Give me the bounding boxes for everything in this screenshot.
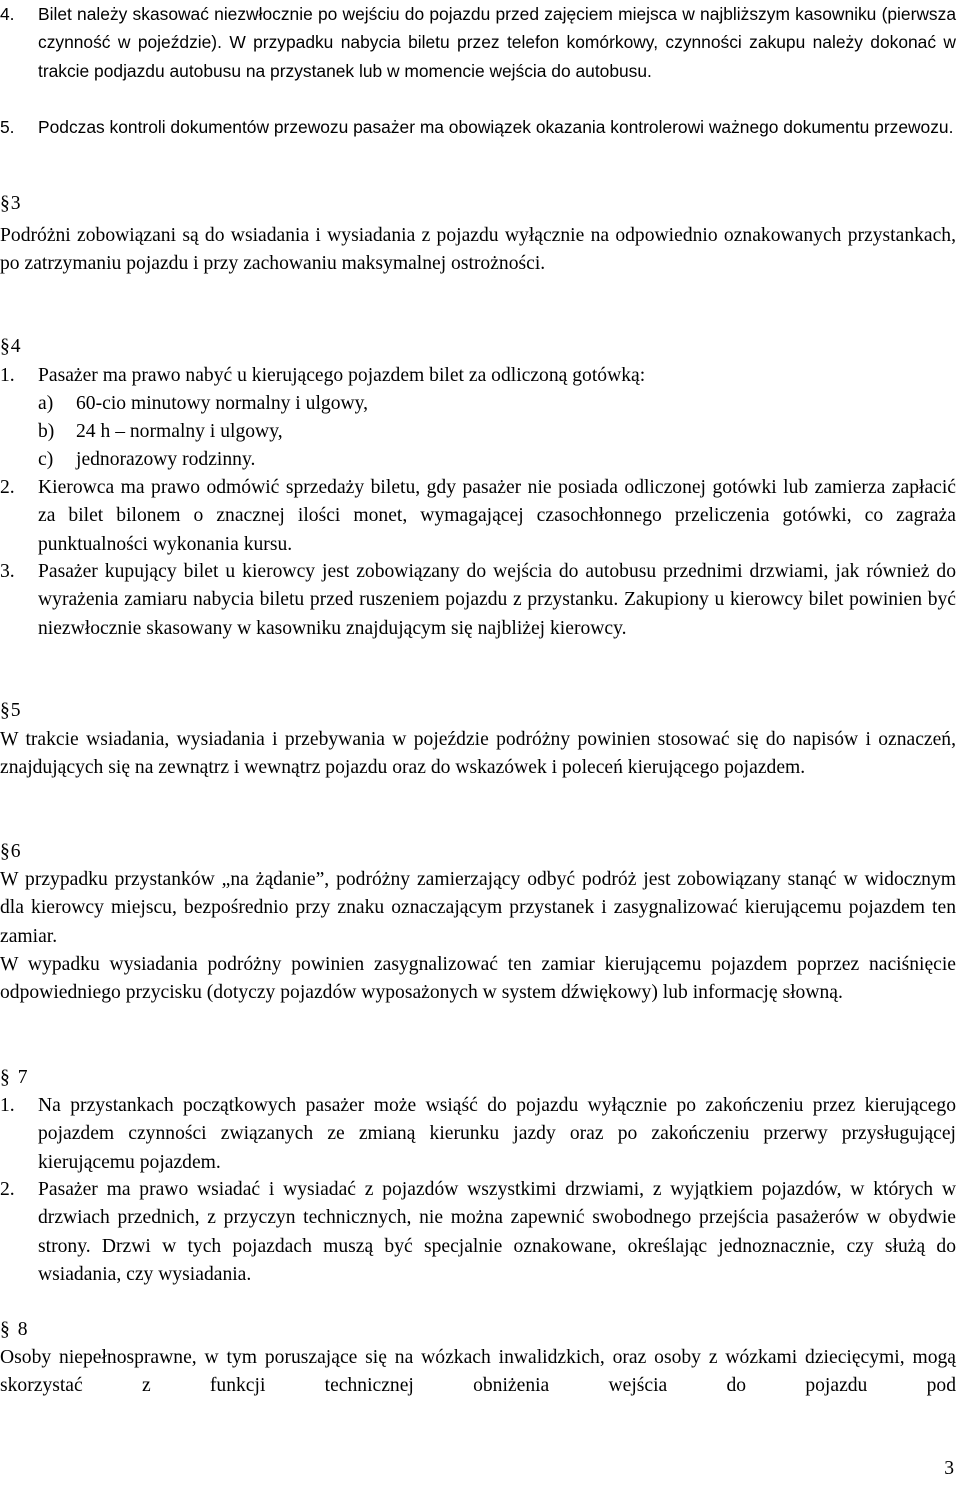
section-4-item-1 (0, 362, 956, 390)
section-symbol: § (0, 193, 10, 214)
section-3-paragraph: Podróżni zobowiązani są do wsiadania i wysiadania z pojazdu wyłącznie na odpowiednio oznakowanych przystankach, po zatrzymaniu pojazdu i przy zachowaniu maksymalnej ostrożności. (0, 225, 956, 275)
list-text: Pasażer kupujący bilet u kierowcy jest zobowiązany do wejścia do autobusu przednimi drzwiami, jak również do wyrażenia zamiaru nabycia biletu przed ruszeniem pojazdu z przystanku. Zakupiony u kierowcy bilet powinien być niezwłocznie skasowany w kasowniku znajdującym się najbliżej kierowcy. (38, 561, 956, 639)
list-text: Podczas kontroli dokumentów przewozu pasażer ma obowiązek okazania kontrolerowi ważnego dokumentu przewozu. (38, 117, 954, 137)
list-number: 5. (0, 117, 15, 137)
list-text: Kierowca ma prawo odmówić sprzedaży biletu, gdy pasażer nie posiada odliczonej gotówki lub zamierza zapłacić za bilet bilonem o znacznej ilości monet, wymagającej czasochłonnego przeliczenia gotówki, co zagraża punktualności wykonania kursu. (38, 477, 956, 555)
section-6-paragraph-1: W przypadku przystanków „na żądanie”, podróżny zamierzający odbyć podróż jest zobowiązany stanąć w widocznym dla kierowcy miejscu, bezpośrednio przy znaku oznaczającym przystanek i zasygnalizować kierującemu pojazdem ten zamiar. (0, 869, 956, 947)
list-number: 2. (0, 1179, 15, 1200)
list-text: Na przystankach początkowych pasażer może wsiąść do pojazdu wyłącznie po zakończeniu przez kierującego pojazdem czynności związanych ze zmianą kierunku jazdy oraz po zakończeniu przerwy przysługującej kierującemu pojazdem. (38, 1095, 956, 1173)
section-heading-3 (0, 190, 21, 218)
list-text: Pasażer ma prawo nabyć u kierującego pojazdem bilet za odliczoną gotówką: (38, 365, 646, 386)
section-heading-5 (0, 697, 21, 725)
section-4-item-2 (0, 474, 956, 559)
section-number: 6 (10, 841, 21, 862)
section-heading-7 (0, 1064, 28, 1092)
list-number: 3. (0, 561, 15, 582)
subitem-text: 60-cio minutowy normalny i ulgowy, (76, 393, 369, 414)
subitem-letter: a) (38, 393, 54, 414)
list-number: 4. (0, 4, 15, 24)
section-number: 3 (10, 193, 21, 214)
list-number: 1. (0, 365, 15, 386)
list-item-5 (0, 113, 956, 141)
list-text: Pasażer ma prawo wsiadać i wysiadać z pojazdów wszystkimi drzwiami, z wyjątkiem pojazdów, w których w drzwiach przednich, z przyczyn technicznych, nie można zapewnić swobodnego przejścia pasażerów w obydwie strony. Drzwi w tych pojazdach muszą być specjalnie oznakowane, określając jednoznacznie, czy służą do wsiadania, czy wysiadania. (38, 1179, 956, 1286)
subitem-text: jednorazowy rodzinny. (76, 449, 256, 470)
section-4-subitem-a (38, 390, 938, 418)
section-4-subitem-c (38, 446, 938, 474)
section-heading-4 (0, 333, 21, 361)
list-item-4 (0, 0, 956, 85)
section-4-item-3 (0, 558, 956, 643)
section-5-paragraph: W trakcie wsiadania, wysiadania i przebywania w pojeździe podróżny powinien stosować się do napisów i oznaczeń, znajdujących się na zewnątrz i wewnątrz pojazdu oraz do wskazówek i poleceń kierującego pojazdem. (0, 729, 956, 779)
section-symbol: § (0, 1067, 10, 1088)
page-number: 3 (944, 1458, 954, 1479)
section-7-item-2 (0, 1176, 956, 1290)
section-symbol: § (0, 700, 10, 721)
subitem-letter: b) (38, 421, 55, 442)
section-symbol: § (0, 336, 10, 357)
section-number: 5 (10, 700, 21, 721)
list-number: 1. (0, 1095, 15, 1116)
section-number: 4 (10, 336, 21, 357)
section-symbol: § (0, 841, 10, 862)
list-text: Bilet należy skasować niezwłocznie po wejściu do pojazdu przed zajęciem miejsca w najbliższym kasowniku (pierwsza czynność w pojeździe). W przypadku nabycia biletu przez telefon komórkowy, czynności zakupu należy dokonać w trakcie podjazdu autobusu na przystanek lub w momencie wejścia do autobusu. (38, 4, 956, 81)
section-6-paragraph-2: W wypadku wysiadania podróżny powinien zasygnalizować ten zamiar kierującemu pojazdem poprzez naciśnięcie odpowiedniego przycisku (dotyczy pojazdów wyposażonych w system dźwiękowy) lub informację słowną. (0, 954, 956, 1004)
section-heading-8 (0, 1316, 28, 1344)
section-number: 8 (17, 1319, 28, 1340)
section-symbol: § (0, 1319, 10, 1340)
section-number: 7 (17, 1067, 28, 1088)
section-4-subitem-b (38, 418, 938, 446)
section-7-item-1 (0, 1092, 956, 1177)
list-number: 2. (0, 477, 15, 498)
subitem-text: 24 h – normalny i ulgowy, (76, 421, 283, 442)
section-8-paragraph: Osoby niepełnosprawne, w tym poruszające się na wózkach inwalidzkich, oraz osoby z wózkami dziecięcymi, mogą skorzystać z funkcji technicznej obniżenia wejścia do pojazdu pod (0, 1347, 956, 1397)
section-heading-6 (0, 838, 21, 866)
subitem-letter: c) (38, 449, 54, 470)
